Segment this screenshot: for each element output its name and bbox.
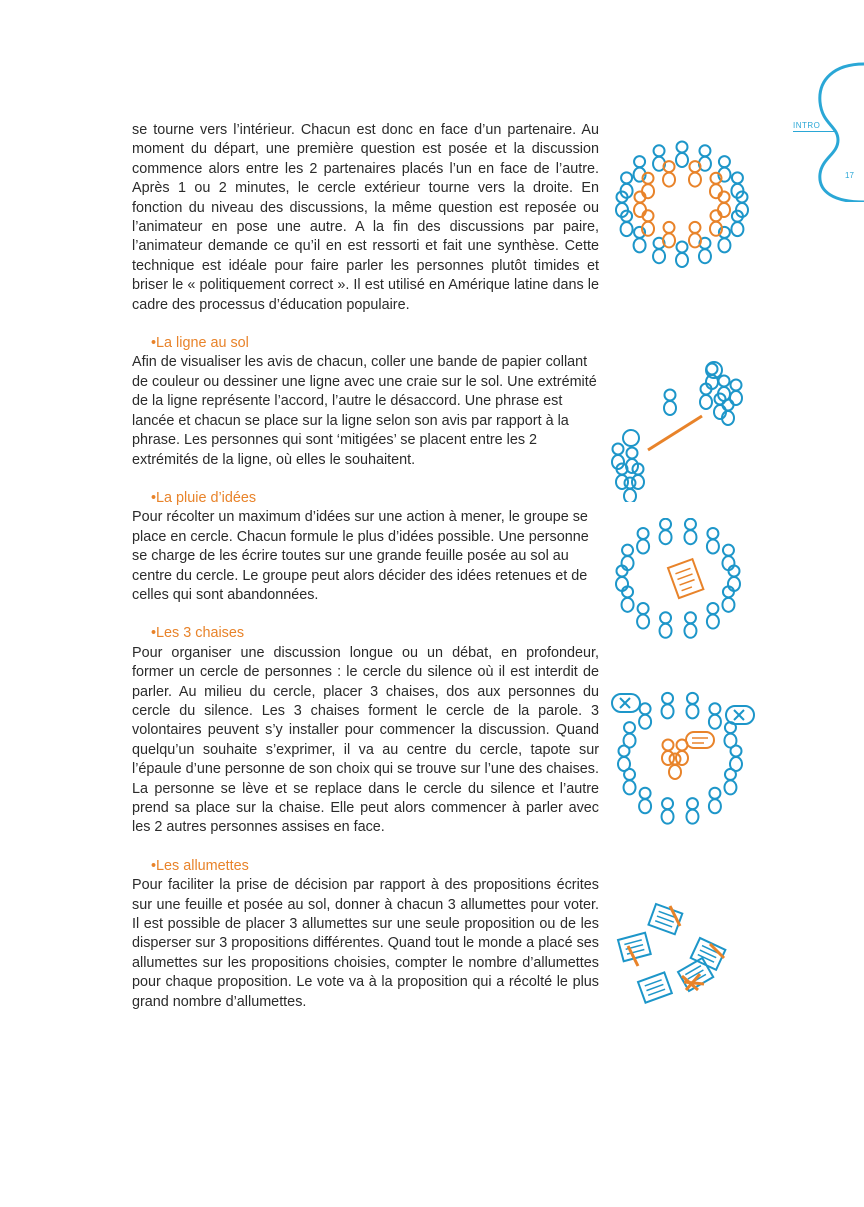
person-icon [676,142,688,168]
person-icon [730,746,742,772]
person-icon [662,693,674,719]
person-icon [618,746,630,772]
main-text [132,121,599,1012]
section-heading [151,857,599,876]
section-3-chaises [132,624,599,837]
match-icon [628,946,638,966]
person-icon [724,722,736,748]
matches-illustration [610,896,764,1018]
section-title: Les 3 chaises [156,625,245,642]
person-icon [634,227,646,253]
bullet-icon: • [151,489,157,506]
bullet-icon: • [151,335,157,352]
section-title: Les allumettes [156,857,249,874]
section-heading [151,334,599,353]
section-allumettes [132,857,599,1012]
person-icon [710,210,722,236]
person-icon [664,390,676,416]
person-icon [707,528,719,554]
person-icon [676,242,688,268]
section-heading [151,489,599,508]
person-icon [639,703,651,729]
three-chairs-illustration [608,690,758,826]
section-pluie-idees [132,489,599,605]
person-icon [624,722,636,748]
double-circle-illustration [612,140,752,270]
section-body: Pour faciliter la prise de décision par rapport à des propositions écrites sur une feuille et posée au sol, donner à chacun 3 allumettes pour voter. Il est possible de placer 3 allumettes sur une seule proposition ou de les disperser sur 3 propositions différentes. Quand tout le monde a placé ses allumettes sur les propositions choisies, compter le nombre d’allumettes pour chaque proposition. Le vote va à la proposition qui a récolté le plus grand nombre d’allumettes. [132,877,599,1010]
person-icon [624,769,636,795]
person-icon [660,612,672,638]
floor-line-illustration [600,352,750,502]
section-title: La ligne au sol [156,335,249,352]
section-body: Pour récolter un maximum d’idées sur une action à mener, le groupe se place en cercle. Chacun formule le plus d’idées possible. Une personne se charge de les écrire toutes sur une grande feuille posée au sol au centre du cercle. Le groupe peut alors décider des idées retenues et de celles qui sont abandonnées. [132,509,589,603]
person-icon [662,740,674,766]
person-icon [707,603,719,629]
person-icon [714,394,726,420]
person-icon [684,519,696,545]
section-body: Pour organiser une discussion longue ou un débat, en profondeur, former un cercle de personnes : le cercle du silence où il est interdit de parler. Au milieu du cercle, placer 3 chaises, dos aux personnes du cercle du silence. Les 3 chaises forment le cercle de la parole. 3 volontaires peuvent s’y installer pour commencer la discussion. Quand quelqu’un souhaite s’exprimer, il va au centre du cercle, tapote sur l’épaule d’une personne de son choix qui se trouve sur l’une des chaises. La personne se lève et se replace dans le cercle du silence et l’autre prend sa place sur la chaise. Elle peut alors commencer à parler avec les 2 autres personnes assises en face. [132,644,599,836]
person-icon [700,384,712,410]
person-icon [718,156,730,182]
section-body: Afin de visualiser les avis de chacun, coller une bande de papier collant de couleur ou dessiner une ligne avec une craie sur le sol. Une extrémité de la ligne représente l’accord, l’autre le désaccord. Une phrase est lancée et chacun se place sur la ligne selon son avis par rapport à la phrase. Les personnes qui sont ‘mitigées’ se placent entre les 2 extrémités de la ligne, où elles le souhaitent. [132,354,597,468]
person-icon [718,227,730,253]
paper-icon [638,972,672,1002]
intro-paragraph: se tourne vers l’intérieur. Chacun est donc en face d’un partenaire. Au moment du départ, une première question est posée et la discussion commence alors entre les 2 partenaires placés l’un en face de l’autre. Après 1 ou 2 minutes, le cercle extérieur tourne vers la droite. En fonction du niveau des discussions, la même question est reposée ou l’animateur en pose une autre. A la fin des discussions par paire, l’animateur demande ce qu’il en est ressorti et fait une synthèse. Cette technique est idéale pour faire parler les personnes plutôt timides et briser le « politiquement correct ». Il est utilisé en Amérique latine dans le cadre des processus d’éducation populaire. [132,122,599,313]
person-icon [709,788,721,814]
person-icon [722,586,734,612]
person-icon [637,528,649,554]
person-icon [724,769,736,795]
person-icon [684,612,696,638]
person-icon [689,161,701,187]
person-icon [718,376,730,402]
bullet-icon: • [151,857,157,874]
section-heading [151,624,599,643]
person-icon [686,798,698,824]
bullet-icon: • [151,625,157,642]
person-icon [660,519,672,545]
section-title: La pluie d’idées [156,489,257,506]
person-icon [639,788,651,814]
person-icon [663,161,675,187]
brainstorm-illustration [612,518,744,640]
match-icon [684,982,704,984]
section-ligne-au-sol [132,334,599,470]
person-icon [662,798,674,824]
person-icon [624,478,636,503]
person-icon [634,156,646,182]
person-icon [722,400,734,426]
person-icon [686,693,698,719]
person-icon [709,703,721,729]
person-icon [637,603,649,629]
side-tab-curve [794,62,864,202]
section-underline [793,131,837,132]
page-number: 17 [845,171,854,180]
section-label: INTRO [793,121,821,130]
person-icon [669,754,681,780]
